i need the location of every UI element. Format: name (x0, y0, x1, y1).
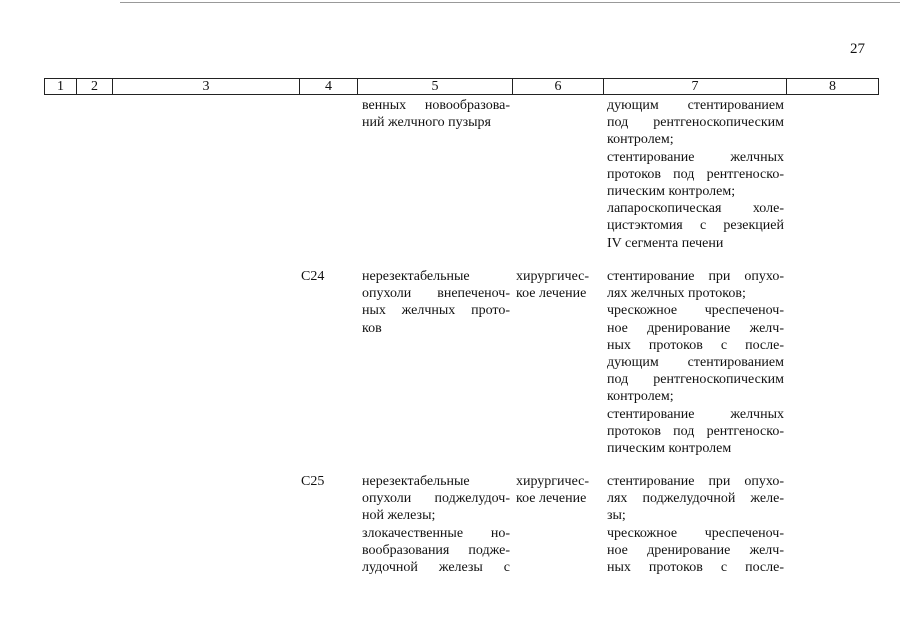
text-line: ное дренирование желч- (607, 320, 784, 336)
text-line: вообразования подже- (362, 542, 510, 558)
text-line: венных новообразова- (362, 98, 510, 113)
row-0-method (607, 97, 784, 252)
row-1-icd-code: C24 (301, 269, 325, 284)
row-2-treatment-type (516, 473, 598, 507)
text-line: ное дренирование желч- (607, 542, 784, 558)
column-number-header (44, 78, 879, 95)
column-number-5: 5 (358, 79, 513, 95)
text-line: кое лечение (516, 286, 587, 302)
scan-top-edge (120, 2, 900, 3)
text-line: протоков под рентгеноско- (607, 166, 784, 182)
text-line: чрескожное чреспеченоч- (607, 525, 784, 541)
text-line: протоков под рентгеноско- (607, 423, 784, 439)
text-line: контролем; (607, 132, 674, 148)
row-2-condition (362, 473, 510, 576)
text-line: лях желчных протоков; (607, 286, 746, 302)
text-line: контролем; (607, 389, 674, 405)
column-number-1: 1 (45, 79, 77, 95)
text-line: хирургичес- (516, 474, 590, 489)
text-line: чрескожное чреспеченоч- (607, 303, 784, 319)
column-number-7: 7 (604, 79, 787, 95)
column-number-3: 3 (113, 79, 300, 95)
text-line: кое лечение (516, 491, 587, 507)
text-line: лях поджелудочной желе- (607, 491, 784, 507)
text-line: стентирование желчных (607, 406, 784, 422)
page-number: 27 (850, 41, 865, 57)
row-2-method (607, 473, 784, 576)
column-number-6: 6 (513, 79, 604, 95)
text-line: ных желчных прото- (362, 303, 510, 319)
text-line: стентирование желчных (607, 149, 784, 165)
text-line: дующим стентированием (607, 354, 784, 370)
column-number-8: 8 (787, 79, 879, 95)
text-line: пическим контролем; (607, 183, 736, 199)
text-line: нерезектабельные (362, 269, 470, 284)
text-line: опухоли внепеченоч- (362, 286, 510, 302)
text-line: IV сегмента печени (607, 235, 724, 251)
column-number-2: 2 (77, 79, 113, 95)
row-1-condition (362, 268, 510, 337)
text-line: стентирование при опухо- (607, 474, 784, 489)
text-line: злокачественные но- (362, 525, 510, 541)
text-line: ных протоков с после- (607, 559, 784, 575)
row-2-icd-code: C25 (301, 474, 325, 489)
text-line: лапароскопическая холе- (607, 201, 784, 217)
row-0-condition (362, 97, 510, 131)
text-line: цистэктомия с резекцией (607, 218, 784, 234)
text-line: стентирование при опухо- (607, 269, 784, 284)
text-line: ний желчного пузыря (362, 115, 491, 131)
text-line: хирургичес- (516, 269, 590, 284)
text-line: пическим контролем (607, 440, 732, 456)
column-number-4: 4 (300, 79, 358, 95)
row-1-treatment-type (516, 268, 598, 302)
text-line: ной железы; (362, 508, 436, 524)
text-line: нерезектабельные (362, 474, 470, 489)
text-line: ных протоков с после- (607, 337, 784, 353)
text-line: под рентгеноскопическим (607, 115, 784, 131)
text-line: опухоли поджелудоч- (362, 491, 510, 507)
text-line: дующим стентированием (607, 98, 784, 113)
text-line: лудочной железы с (362, 559, 510, 575)
text-line: под рентгеноскопическим (607, 372, 784, 388)
text-line: ков (362, 320, 382, 336)
row-1-method (607, 268, 784, 457)
text-line: зы; (607, 508, 626, 524)
